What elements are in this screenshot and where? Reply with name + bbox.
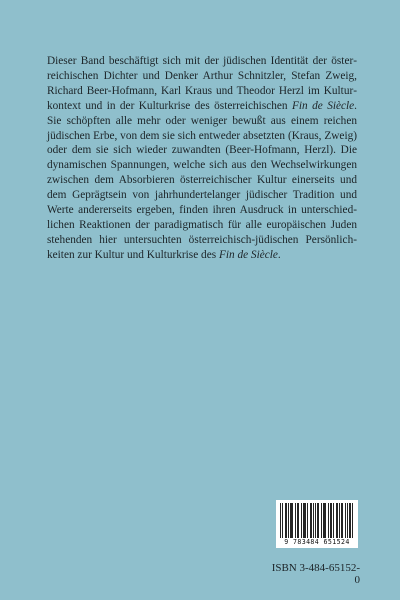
barcode-bar	[337, 503, 338, 538]
barcode-bar	[352, 503, 353, 538]
barcode-bar	[328, 503, 329, 538]
barcode-bar	[333, 503, 334, 538]
blurb-segment-3: .	[277, 248, 281, 261]
barcode-bar	[345, 503, 346, 538]
barcode-bar	[323, 503, 324, 538]
barcode-bar	[292, 503, 293, 538]
barcode-bar	[331, 503, 332, 538]
barcode-bar	[350, 503, 351, 538]
blurb-segment-1: Dieser Band beschäftigt sich mit der jüdischen Identität der österreichischen Dichter und Denker Arthur Schnitzler, Stefan Zweig, Richard Beer-Hofmann, Karl Kraus und Theodor Herzl im Kulturkontext und in der Kulturkrise des österreichischen	[47, 55, 357, 112]
blurb-fin-de-siecle-2: Fin de Siècle	[218, 248, 278, 261]
barcode-bar	[311, 503, 312, 538]
barcode-bar	[307, 503, 308, 538]
barcode	[276, 500, 358, 548]
barcode-bar	[341, 503, 342, 538]
barcode-bar	[315, 503, 316, 538]
barcode-bar	[317, 503, 318, 538]
barcode-bar	[304, 503, 305, 538]
barcode-bar	[297, 503, 298, 538]
barcode-bar	[286, 503, 287, 538]
barcode-bar	[303, 503, 304, 538]
barcode-bar	[298, 503, 299, 538]
barcode-bar	[305, 503, 306, 538]
barcode-bar	[349, 503, 350, 538]
barcode-bar	[318, 503, 319, 538]
barcode-bar	[290, 503, 291, 538]
barcode-bar	[321, 503, 322, 538]
barcode-bar	[313, 503, 314, 538]
barcode-bar	[295, 503, 296, 538]
barcode-digits: 9 783484 651524	[284, 538, 350, 546]
barcode-bar	[339, 503, 340, 538]
blurb-fin-de-siecle-1: Fin de Siècle	[291, 99, 355, 112]
barcode-bar	[324, 503, 325, 538]
barcode-bar	[301, 503, 302, 538]
blurb-segment-2: . Sie schöpften alle mehr oder weniger bewußt aus einem reichen jüdischen Erbe, von dem sie sich entweder absetzten (Kraus, Zweig) oder dem sie sich wieder zuwandten (Beer-Hofmann, Herzl). Die dynamischen Spannungen, welche sich aus den Wechselwirkungen zwischen dem Absorbieren österreichischer Kultur einerseits und dem Geprägtsein von jahrhundertelanger jüdischer Tradition und Werte andererseits ergeben, finden ihren Ausdruck in unterschiedlichen Reaktionen der paradigmatisch für alle europäischen Juden stehenden hier untersuchten österreichisch-jüdischen Persönlichkeiten zur Kultur und Kulturkrise des	[47, 99, 357, 261]
barcode-bar	[336, 503, 337, 538]
isbn-text: ISBN 3-484-65152-0	[271, 562, 360, 586]
barcode-bar	[285, 503, 286, 538]
barcode-bar	[310, 503, 311, 538]
barcode-bar	[288, 503, 289, 538]
barcode-bar	[330, 503, 331, 538]
barcode-bar	[280, 503, 281, 538]
barcode-bar	[291, 503, 292, 538]
barcode-bar	[325, 503, 326, 538]
barcode-bars	[280, 503, 354, 538]
barcode-bar	[282, 503, 283, 538]
barcode-bar	[342, 503, 343, 538]
blurb-text	[47, 54, 357, 263]
barcode-bar	[347, 503, 348, 538]
